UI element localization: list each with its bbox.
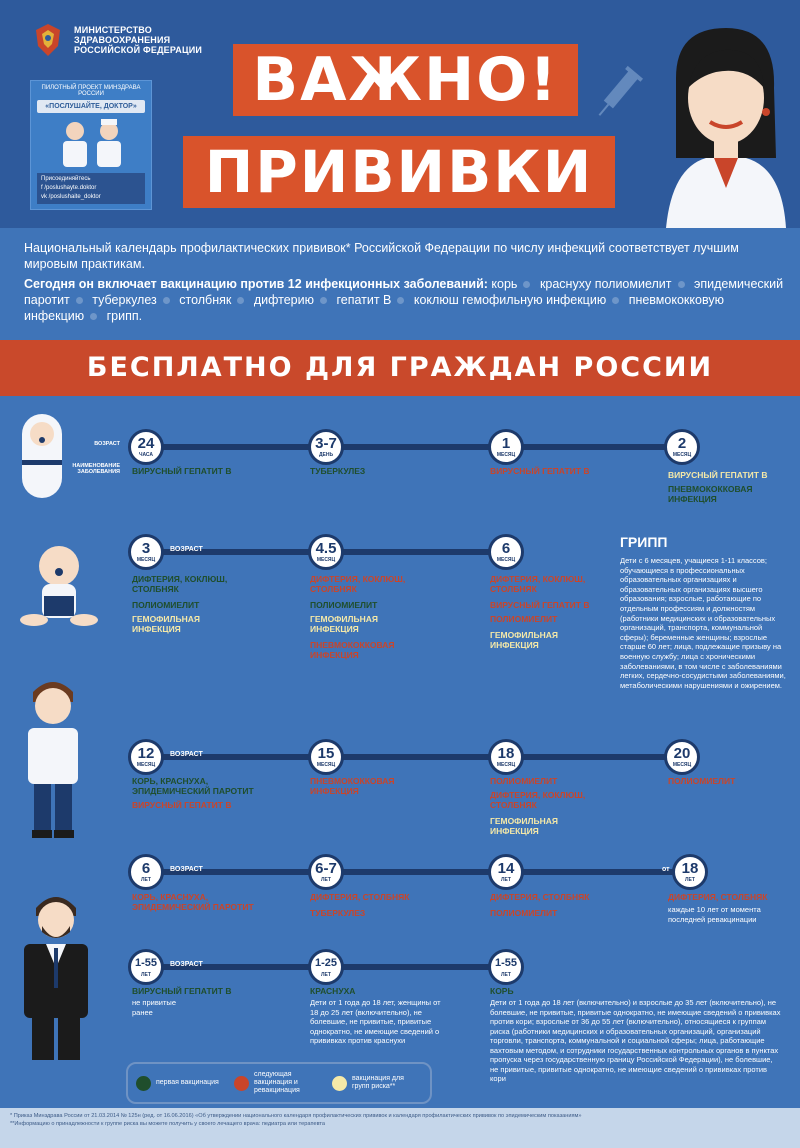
age-circle-3-7d — [308, 429, 344, 465]
age-number: 6 — [141, 860, 151, 877]
footer — [0, 1108, 800, 1148]
vaccine-polio-first: ПОЛИОМИЕЛИТ — [132, 600, 200, 610]
disease-name-label: НАИМЕНОВАНИЕ ЗАБОЛЕВАНИЯ — [72, 463, 120, 475]
promo-card[interactable] — [30, 80, 152, 210]
age-circle-2m — [664, 429, 700, 465]
legend-next-label: следующая вакцинация и ревакцинация — [254, 1071, 300, 1094]
legend-risk — [332, 1075, 422, 1091]
age-circle-18y — [672, 854, 708, 890]
age-number: 1-55 — [494, 957, 518, 969]
age-number: 6-7 — [315, 860, 337, 877]
diseases-lead: Сегодня он включает вакцинацию против 12 инфекционных заболеваний: — [24, 277, 488, 291]
vaccine-tb: ТУБЕРКУЛЕЗ — [310, 466, 366, 476]
age-unit: МЕСЯЦ — [136, 762, 156, 768]
vaccine-hep-b-third: ВИРУСНЫЙ ГЕПАТИТ В — [490, 600, 590, 610]
age-circle-6-7y — [308, 854, 344, 890]
age-number: 14 — [497, 860, 515, 877]
vaccine-hep-b-risk: ВИРУСНЫЙ ГЕПАТИТ В — [668, 470, 768, 480]
age-unit: ЛЕТ — [141, 972, 151, 978]
bullet-dot — [76, 297, 83, 304]
ministry-line-3: РОССИЙСКОЙ ФЕДЕРАЦИИ — [74, 45, 203, 55]
age-unit: ДЕНЬ — [318, 452, 334, 458]
vaccine-pneumo-revac: ПНЕВМОКОККОВАЯ ИНФЕКЦИЯ — [310, 776, 395, 796]
vaccine-hib-revac: ГЕМОФИЛЬНАЯ ИНФЕКЦИЯ — [490, 816, 559, 836]
age-number: 6 — [501, 540, 511, 557]
age-number: 12 — [137, 745, 155, 762]
promo-sub-title: Присоединяйтесь — [41, 176, 91, 182]
flu-description: Дети с 6 месяцев, учащиеся 1-11 классов; обучающиеся в профессиональных образовательных организациях и образовательных организациях высшего образования; взрослые, работающие по отдельным профессиям и должностям (работники медицинских и образовательных организаций, транспорта, коммунальной сферы); беременные женщины; взрослые старше 60 лет; лица, подлежащие призыву на военную службу; лица с хроническими заболеваниями, в том числе с заболеваниями легких, сердечно-сосудистыми заболеваниями, метаболическими нарушениями и ожирением. — [620, 556, 786, 690]
age-number: 3-7 — [315, 435, 337, 452]
vaccine-measles-adult: КОРЬ — [490, 986, 514, 996]
age-unit: МЕСЯЦ — [496, 762, 516, 768]
age-circle-12m — [128, 739, 164, 775]
disease-item: пневмококковую инфекцию — [24, 293, 724, 323]
title-vaccinations: ПРИВИВКИ — [183, 136, 615, 208]
bullet-dot — [237, 297, 244, 304]
age-number: 4.5 — [315, 540, 337, 557]
age-unit: МЕСЯЦ — [496, 557, 516, 563]
age-number: 3 — [141, 540, 151, 557]
free-banner: БЕСПЛАТНО ДЛЯ ГРАЖДАН РОССИИ — [0, 340, 800, 396]
vaccine-polio-revac-1: ПОЛИОМИЕЛИТ — [490, 776, 558, 786]
vaccine-mmr-first: КОРЬ, КРАСНУХА, ЭПИДЕМИЧЕСКИЙ ПАРОТИТ — [132, 776, 254, 796]
age-unit: ЛЕТ — [501, 972, 511, 978]
disease-item: гепатит В — [336, 293, 392, 307]
bullet-dot — [612, 297, 619, 304]
vaccine-dt-revac-1: ДИФТЕРИЯ, СТОЛБНЯК — [310, 892, 410, 902]
disease-item: коклюш — [413, 293, 459, 307]
vaccine-hib-risk: ГЕМОФИЛЬНАЯ ИНФЕКЦИЯ — [132, 614, 201, 634]
ministry-line-1: МИНИСТЕРСТВО — [74, 25, 152, 35]
legend-next — [234, 1071, 324, 1095]
flu-title: ГРИПП — [620, 534, 668, 550]
ministry-logo — [30, 20, 202, 60]
baby-sitting-icon — [14, 540, 104, 630]
vaccine-dtp-revac: ДИФТЕРИЯ, КОКЛЮШ, СТОЛБНЯК — [490, 790, 586, 810]
vaccine-rubella-adult: КРАСНУХА — [310, 986, 356, 996]
disease-item: краснуху — [539, 277, 592, 291]
age-tag: ВОЗРАСТ — [170, 751, 203, 758]
intro-text — [24, 240, 784, 324]
disease-item: корь — [491, 277, 518, 291]
age-tag: ВОЗРАСТ — [170, 546, 203, 553]
disease-item: туберкулез — [92, 293, 157, 307]
doctors-icon — [45, 115, 139, 167]
vaccine-mmr-revac: КОРЬ, КРАСНУХА, ЭПИДЕМИЧЕСКИЙ ПАРОТИТ — [132, 892, 254, 912]
vaccine-hep-b-adult: ВИРУСНЫЙ ГЕПАТИТ В — [132, 986, 232, 996]
vaccine-polio-second: ПОЛИОМИЕЛИТ — [310, 600, 378, 610]
age-circle-4-5m — [308, 534, 344, 570]
vaccine-rubella-note: Дети от 1 года до 18 лет, женщины от 18 до 25 лет (включительно), не болевшие, не привитые, привитые однократно, не имеющие сведений о прививках против краснухи — [310, 998, 441, 1045]
disease-item: столбняк — [179, 293, 232, 307]
bullet-dot — [320, 297, 327, 304]
diseases-paragraph — [24, 276, 784, 324]
intro-paragraph: Национальный календарь профилактических прививок* Российской Федерации по числу инфекций соответствует лучшим мировым практикам. — [24, 241, 739, 271]
legend-first — [136, 1076, 226, 1091]
age-number: 24 — [137, 435, 155, 452]
age-unit: МЕСЯЦ — [316, 762, 336, 768]
age-circle-24h — [128, 429, 164, 465]
age-number: 15 — [317, 745, 335, 762]
vaccine-polio-revac-2: ПОЛИОМИЕЛИТ — [668, 776, 736, 786]
age-circle-1-25y — [308, 949, 344, 985]
header — [0, 0, 800, 228]
disease-item: гемофильную инфекцию — [462, 293, 607, 307]
timeline-row-3 — [130, 754, 690, 760]
vaccine-polio-revac-3: ПОЛИОМИЕЛИТ — [490, 908, 558, 918]
age-circle-3m — [128, 534, 164, 570]
age-circle-14y — [488, 854, 524, 890]
vaccine-hib-third: ГЕМОФИЛЬНАЯ ИНФЕКЦИЯ — [490, 630, 559, 650]
vaccine-hep-b-adult-note: не привитые ранее — [132, 998, 176, 1017]
age-circle-20m — [664, 739, 700, 775]
bullet-dot — [523, 281, 530, 288]
age-unit: МЕСЯЦ — [672, 452, 692, 458]
vaccine-hib-second: ГЕМОФИЛЬНАЯ ИНФЕКЦИЯ — [310, 614, 379, 634]
vaccine-pneumo-second: ПНЕВМОКОККОВАЯ ИНФЕКЦИЯ — [310, 640, 395, 660]
age-unit: МЕСЯЦ — [316, 557, 336, 563]
green-dot-icon — [136, 1076, 151, 1091]
man-suit-icon — [14, 886, 98, 1066]
doctor-woman-icon — [636, 18, 800, 228]
age-number: 2 — [677, 435, 687, 452]
baby-swaddled-icon — [18, 410, 66, 500]
age-number: 1 — [501, 435, 511, 452]
vaccine-dt-adult-note: каждые 10 лет от момента последней ревакцинации — [668, 905, 761, 924]
age-circle-6m — [488, 534, 524, 570]
promo-facebook-link[interactable]: f /poslushayte.doktor — [41, 185, 97, 191]
vaccine-hep-b-second: ВИРУСНЫЙ ГЕПАТИТ В — [490, 466, 590, 476]
age-tag: ВОЗРАСТ — [170, 866, 203, 873]
age-unit: МЕСЯЦ — [136, 557, 156, 563]
vaccine-hep-b-first: ВИРУСНЫЙ ГЕПАТИТ В — [132, 466, 232, 476]
age-unit: МЕСЯЦ — [672, 762, 692, 768]
age-number: 20 — [673, 745, 691, 762]
age-unit: ЛЕТ — [321, 972, 331, 978]
vaccine-hep-b-fourth: ВИРУСНЫЙ ГЕПАТИТ В — [132, 800, 232, 810]
disease-item: грипп. — [106, 309, 143, 323]
age-number: 18 — [497, 745, 515, 762]
age-tag: ВОЗРАСТ — [170, 961, 203, 968]
age-unit: ЛЕТ — [141, 877, 151, 883]
age-unit: ЧАСА — [138, 452, 154, 458]
yellow-dot-icon — [332, 1076, 347, 1091]
age-circle-15m — [308, 739, 344, 775]
age-unit: ЛЕТ — [321, 877, 331, 883]
age-label: ВОЗРАСТ — [94, 441, 120, 447]
disease-item: дифтерию — [253, 293, 314, 307]
bullet-dot — [90, 313, 97, 320]
red-dot-icon — [234, 1076, 249, 1091]
ministry-line-2: ЗДРАВООХРАНЕНИЯ — [74, 35, 171, 45]
vaccine-polio-third: ПОЛИОМИЕЛИТ — [490, 614, 558, 624]
age-unit: ЛЕТ — [685, 877, 695, 883]
legend-first-label: первая вакцинация — [156, 1079, 219, 1086]
emblem-icon — [30, 20, 66, 60]
age-unit: МЕСЯЦ — [496, 452, 516, 458]
age-circle-18m — [488, 739, 524, 775]
age-number: 1-55 — [134, 957, 158, 969]
promo-banner: «ПОСЛУШАЙТЕ, ДОКТОР» — [37, 100, 145, 113]
boy-icon — [18, 672, 88, 842]
footer-line-2: **Информацию о принадлежности к группе риска вы можете получить у своего лечащего врача: педиатра или терапевта — [10, 1121, 326, 1127]
bullet-dot — [163, 297, 170, 304]
bullet-dot — [678, 281, 685, 288]
age-circle-1-55y-a — [128, 949, 164, 985]
footer-line-1: * Приказ Минздрава России от 21.03.2014 № 125н (ред. от 16.06.2016) «Об утверждении национального календаря профилактических прививок и календаря профилактических прививок по эпидемическим показаниям» — [10, 1113, 582, 1119]
timeline-row-1 — [130, 444, 690, 450]
disease-item: полиомиелит — [594, 277, 672, 291]
age-number: 18 — [681, 860, 699, 877]
vaccine-tb-revac: ТУБЕРКУЛЕЗ — [310, 908, 366, 918]
age-circle-1m — [488, 429, 524, 465]
vaccine-dtp-first: ДИФТЕРИЯ, КОКЛЮШ, СТОЛБНЯК — [132, 574, 228, 594]
vaccine-dtp-third: ДИФТЕРИЯ, КОКЛЮШ, СТОЛБНЯК — [490, 574, 586, 594]
vaccine-dt-adult: ДИФТЕРИЯ, СТОЛБНЯК — [668, 892, 768, 902]
vaccine-pneumo-first: ПНЕВМОКОККОВАЯ ИНФЕКЦИЯ — [668, 484, 753, 504]
promo-top-text: ПИЛОТНЫЙ ПРОЕКТ МИНЗДРАВА РОССИИ — [41, 85, 141, 97]
timeline-row-4 — [130, 869, 690, 875]
promo-vk-link[interactable]: vk /poslushaite_doktor — [41, 194, 101, 200]
title-important: ВАЖНО! — [233, 44, 578, 116]
age-number: 1-25 — [314, 957, 338, 969]
age-circle-1-55y-b — [488, 949, 524, 985]
vaccine-dt-revac-2: ДИФТЕРИЯ, СТОЛБНЯК — [490, 892, 590, 902]
age-prefix-from: от — [662, 866, 670, 873]
legend-risk-label: вакцинация для групп риска** — [352, 1075, 404, 1090]
legend — [126, 1062, 432, 1104]
disease-item: эпидемический паротит — [24, 277, 784, 307]
vaccine-dtp-second: ДИФТЕРИЯ, КОКЛЮШ, СТОЛБНЯК — [310, 574, 406, 594]
age-circle-6y — [128, 854, 164, 890]
age-unit: ЛЕТ — [501, 877, 511, 883]
vaccine-measles-note: Дети от 1 года до 18 лет (включительно) и взрослые до 35 лет (включительно), не болевшие, не привитые, привитые однократно, не имеющие сведений о прививках против кори; взрослые от 36 до 55 лет (включительно), относящиеся к группам риска (работники медицинских и образовательных организаций, организаций торговли, транспорта, коммунальной и социальной сферы; лица, работающие вахтовым методом, и сотрудники государственных контрольных органов в пунктах пропуска через государственную границу Российской Федерации), не болевшие, не привитые, привитые однократно, не имеющие сведений о прививках против кори — [490, 998, 781, 1083]
bullet-dot — [397, 297, 404, 304]
promo-social — [37, 173, 145, 204]
